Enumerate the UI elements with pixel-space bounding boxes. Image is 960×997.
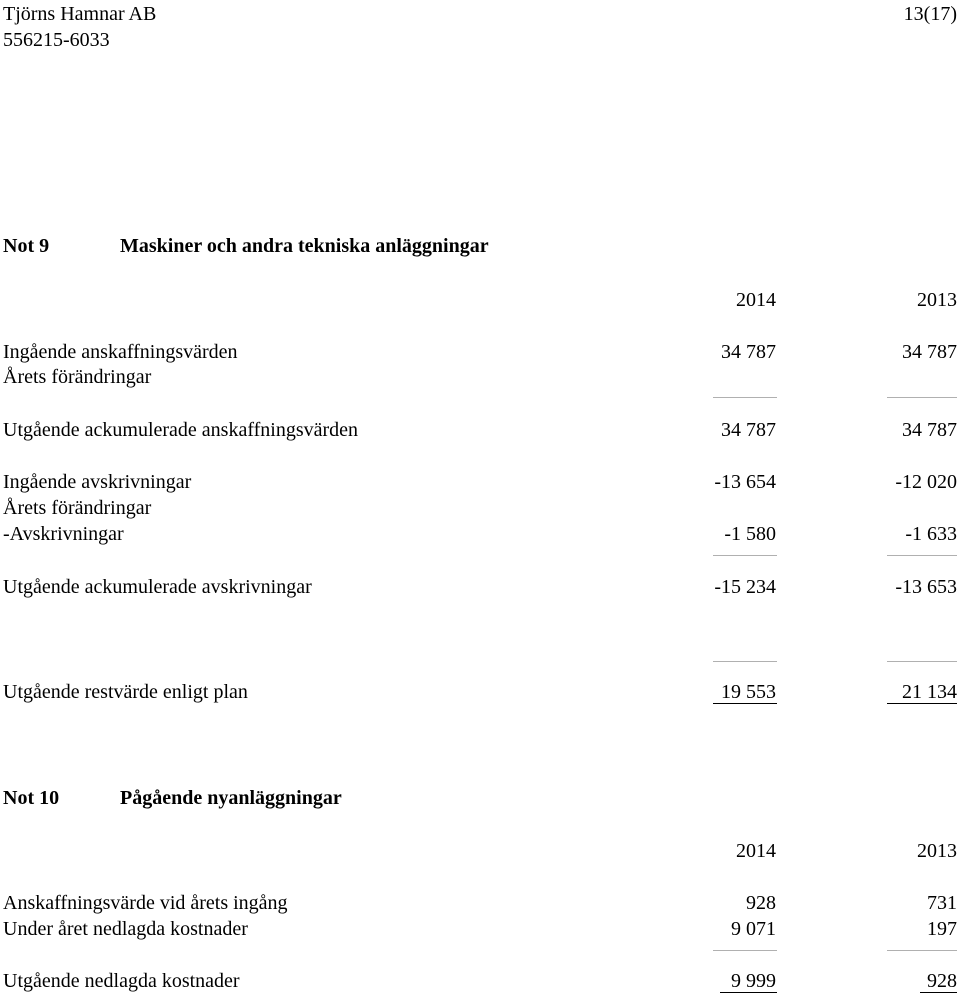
total-underline xyxy=(887,703,957,704)
note9-row-value-2013: -12 020 xyxy=(895,471,957,493)
note9-row-value-2013: 34 787 xyxy=(902,419,957,441)
subtotal-rule xyxy=(887,950,957,951)
note9-row-label: Utgående ackumulerade avskrivningar xyxy=(3,576,312,598)
note9-row-label: Ingående anskaffningsvärden xyxy=(3,341,238,363)
note10-row-value-2014: 9 071 xyxy=(731,918,776,940)
note9-row-label: Utgående restvärde enligt plan xyxy=(3,681,248,703)
note9-row-value-2013: -1 633 xyxy=(905,523,957,545)
note9-row-value-2014: -15 234 xyxy=(714,576,776,598)
note9-row-value-2014: 19 553 xyxy=(721,681,776,703)
note10-row-value-2013: 197 xyxy=(927,918,957,940)
note9-number: Not 9 xyxy=(3,235,50,257)
note9-year-previous: 2013 xyxy=(917,289,957,311)
company-name: Tjörns Hamnar AB xyxy=(3,3,157,25)
subtotal-rule xyxy=(887,397,957,398)
note9-row-label: Utgående ackumulerade anskaffningsvärden xyxy=(3,419,359,441)
note9-row-label: Årets förändringar xyxy=(3,497,152,519)
total-rule xyxy=(713,661,777,662)
note10-row-value-2013: 928 xyxy=(927,970,957,992)
note9-title: Maskiner och andra tekniska anläggningar xyxy=(120,235,489,257)
total-underline xyxy=(920,992,957,993)
note10-row-value-2013: 731 xyxy=(927,892,957,914)
note10-year-current: 2014 xyxy=(736,840,776,862)
note10-title: Pågående nyanläggningar xyxy=(120,787,342,809)
note9-row-label: Ingående avskrivningar xyxy=(3,471,192,493)
note9-row-value-2013: 34 787 xyxy=(902,341,957,363)
note9-row-value-2014: -13 654 xyxy=(714,471,776,493)
note10-row-value-2014: 928 xyxy=(746,892,776,914)
note10-row-value-2014: 9 999 xyxy=(731,970,776,992)
note9-row-value-2013: -13 653 xyxy=(895,576,957,598)
note9-row-value-2014: 34 787 xyxy=(721,419,776,441)
note9-year-current: 2014 xyxy=(736,289,776,311)
note10-row-label: Under året nedlagda kostnader xyxy=(3,918,248,940)
note9-row-label: Årets förändringar xyxy=(3,366,152,388)
subtotal-rule xyxy=(713,555,777,556)
note9-row-label: -Avskrivningar xyxy=(3,523,124,545)
note10-number: Not 10 xyxy=(3,787,60,809)
note10-year-previous: 2013 xyxy=(917,840,957,862)
note9-row-value-2014: -1 580 xyxy=(724,523,776,545)
note10-row-label: Anskaffningsvärde vid årets ingång xyxy=(3,892,288,914)
page-number: 13(17) xyxy=(903,3,957,25)
note10-row-label: Utgående nedlagda kostnader xyxy=(3,970,240,992)
note9-row-value-2013: 21 134 xyxy=(902,681,957,703)
subtotal-rule xyxy=(887,555,957,556)
org-number: 556215-6033 xyxy=(3,29,110,51)
subtotal-rule xyxy=(713,950,777,951)
total-rule xyxy=(887,661,957,662)
total-underline xyxy=(713,703,777,704)
total-underline xyxy=(720,992,777,993)
note9-row-value-2014: 34 787 xyxy=(721,341,776,363)
subtotal-rule xyxy=(713,397,777,398)
